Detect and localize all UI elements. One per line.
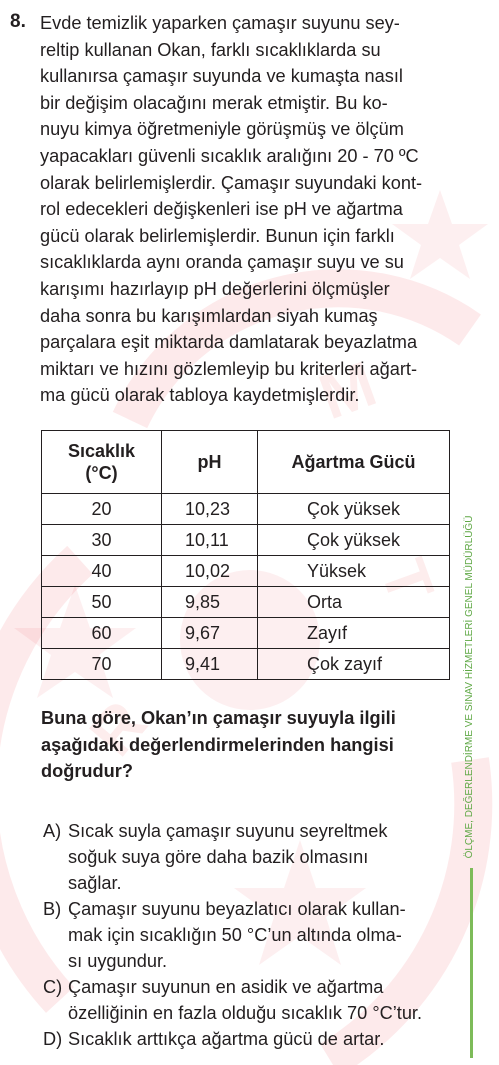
stem-line: yapacakları güvenli sıcaklık aralığını 20 - 70 ºC: [40, 145, 419, 166]
table-row: [42, 587, 450, 618]
cell-temperature: 60: [42, 618, 162, 649]
sidebar-publisher: [461, 437, 479, 925]
option-letter: D): [43, 1029, 63, 1049]
table-header-row: [42, 431, 450, 494]
stem-line: gücü olarak belirlemişlerdir. Bunun için farklı: [40, 225, 395, 246]
cell-ph: 9,67: [162, 618, 258, 649]
svg-text:T: T: [366, 550, 448, 612]
option-text: Sıcak suyla çamaşır suyunu seyreltmek: [68, 821, 388, 841]
cell-ph: 10,23: [162, 494, 258, 525]
cell-ph: 9,41: [162, 649, 258, 680]
question-number: 8.: [10, 11, 26, 32]
option-letter: C): [43, 977, 63, 997]
stem-line: olarak belirlemişlerdir. Çamaşır suyundaki kont-: [40, 172, 423, 193]
stem-line: daha sonra bu karışımlardan siyah kumaş: [40, 305, 378, 326]
stem-line: parçalara eşit miktarda damlatarak beyazlatma: [40, 332, 418, 353]
prompt-line: Buna göre, Okan’ın çamaşır suyuyla ilgili: [41, 708, 396, 728]
prompt-line: aşağıdaki değerlendirmelerinden hangisi: [41, 734, 394, 755]
cell-bleaching: Çok yüksek: [258, 494, 450, 525]
header-temperature-label: Sıcaklık: [67, 441, 136, 461]
cell-temperature: 30: [42, 525, 162, 556]
table-row: [42, 649, 450, 680]
cell-ph: 10,02: [162, 556, 258, 587]
stem-line: ma gücü olarak tabloya kaydetmişlerdir.: [40, 385, 360, 406]
stem-line: bir değişim olacağını merak etmiştir. Bu ko-: [40, 92, 388, 113]
header-temperature: [42, 431, 162, 494]
cell-bleaching: Yüksek: [258, 556, 450, 587]
cell-ph: 9,85: [162, 587, 258, 618]
sidebar-publisher-text: ÖLÇME, DEĞERLENDİRME VE SINAV HİZMETLERİ GENEL MÜDÜRLÜĞÜ: [464, 515, 475, 859]
option-text: Çamaşır suyunun en asidik ve ağartma: [68, 977, 384, 997]
cell-temperature: 50: [42, 587, 162, 618]
cell-bleaching: Çok zayıf: [258, 649, 450, 680]
header-temperature-unit: (°C): [85, 463, 118, 483]
option-c[interactable]: [43, 974, 473, 1026]
cell-ph: 10,11: [162, 525, 258, 556]
data-table: [41, 430, 450, 680]
option-d[interactable]: [43, 1026, 473, 1052]
cell-bleaching: Çok yüksek: [258, 525, 450, 556]
svg-text:R: R: [75, 687, 161, 769]
cell-temperature: 20: [42, 494, 162, 525]
option-text: özelliğinin en fazla olduğu sıcaklık 70 °C’tur.: [68, 1003, 423, 1023]
table-row: [42, 618, 450, 649]
cell-temperature: 40: [42, 556, 162, 587]
cell-bleaching: Zayıf: [258, 618, 450, 649]
header-ph: pH: [162, 431, 258, 494]
question-prompt: [41, 705, 461, 785]
option-text: mak için sıcaklığın 50 °C’un altında olma-: [68, 925, 402, 945]
stem-line: rol edecekleri değişkenleri ise pH ve ağartma: [40, 199, 403, 220]
stem-line: Evde temizlik yaparken çamaşır suyunu sey-: [40, 13, 400, 33]
stem-line: sıcaklıklarda aynı oranda çamaşır suyu ve su: [40, 252, 404, 273]
option-letter: A): [43, 821, 62, 841]
option-text: sı uygundur.: [68, 951, 168, 971]
stem-line: nuyu kimya öğretmeniyle görüşmüş ve ölçüm: [40, 119, 404, 140]
header-bleaching-power: Ağartma Gücü: [258, 431, 450, 494]
sidebar-rule: [470, 868, 473, 1058]
question-stem: [40, 10, 452, 409]
svg-text:M: M: [310, 347, 385, 434]
option-text: soğuk suya göre daha bazik olmasını: [68, 847, 369, 867]
option-letter: B): [43, 899, 62, 919]
table-row: [42, 525, 450, 556]
option-a[interactable]: [43, 818, 473, 896]
option-text: Çamaşır suyunu beyazlatıcı olarak kullan-: [68, 899, 406, 919]
cell-bleaching: Orta: [258, 587, 450, 618]
stem-line: reltip kullanan Okan, farklı sıcaklıklarda su: [40, 39, 381, 60]
cell-temperature: 70: [42, 649, 162, 680]
option-text: Sıcaklık arttıkça ağartma gücü de artar.: [68, 1029, 385, 1049]
option-b[interactable]: [43, 896, 473, 974]
answer-options: [43, 818, 473, 1052]
stem-line: miktarı ve hızını gözlemleyip bu kriterleri ağart-: [40, 358, 418, 379]
stem-line: karışımı hazırlayıp pH değerlerini ölçmüşler: [40, 278, 390, 299]
option-text: sağlar.: [68, 873, 122, 893]
table-row: [42, 494, 450, 525]
prompt-line: doğrudur?: [41, 761, 133, 782]
table-row: [42, 556, 450, 587]
stem-line: kullanırsa çamaşır suyunda ve kumaşta nasıl: [40, 66, 403, 87]
